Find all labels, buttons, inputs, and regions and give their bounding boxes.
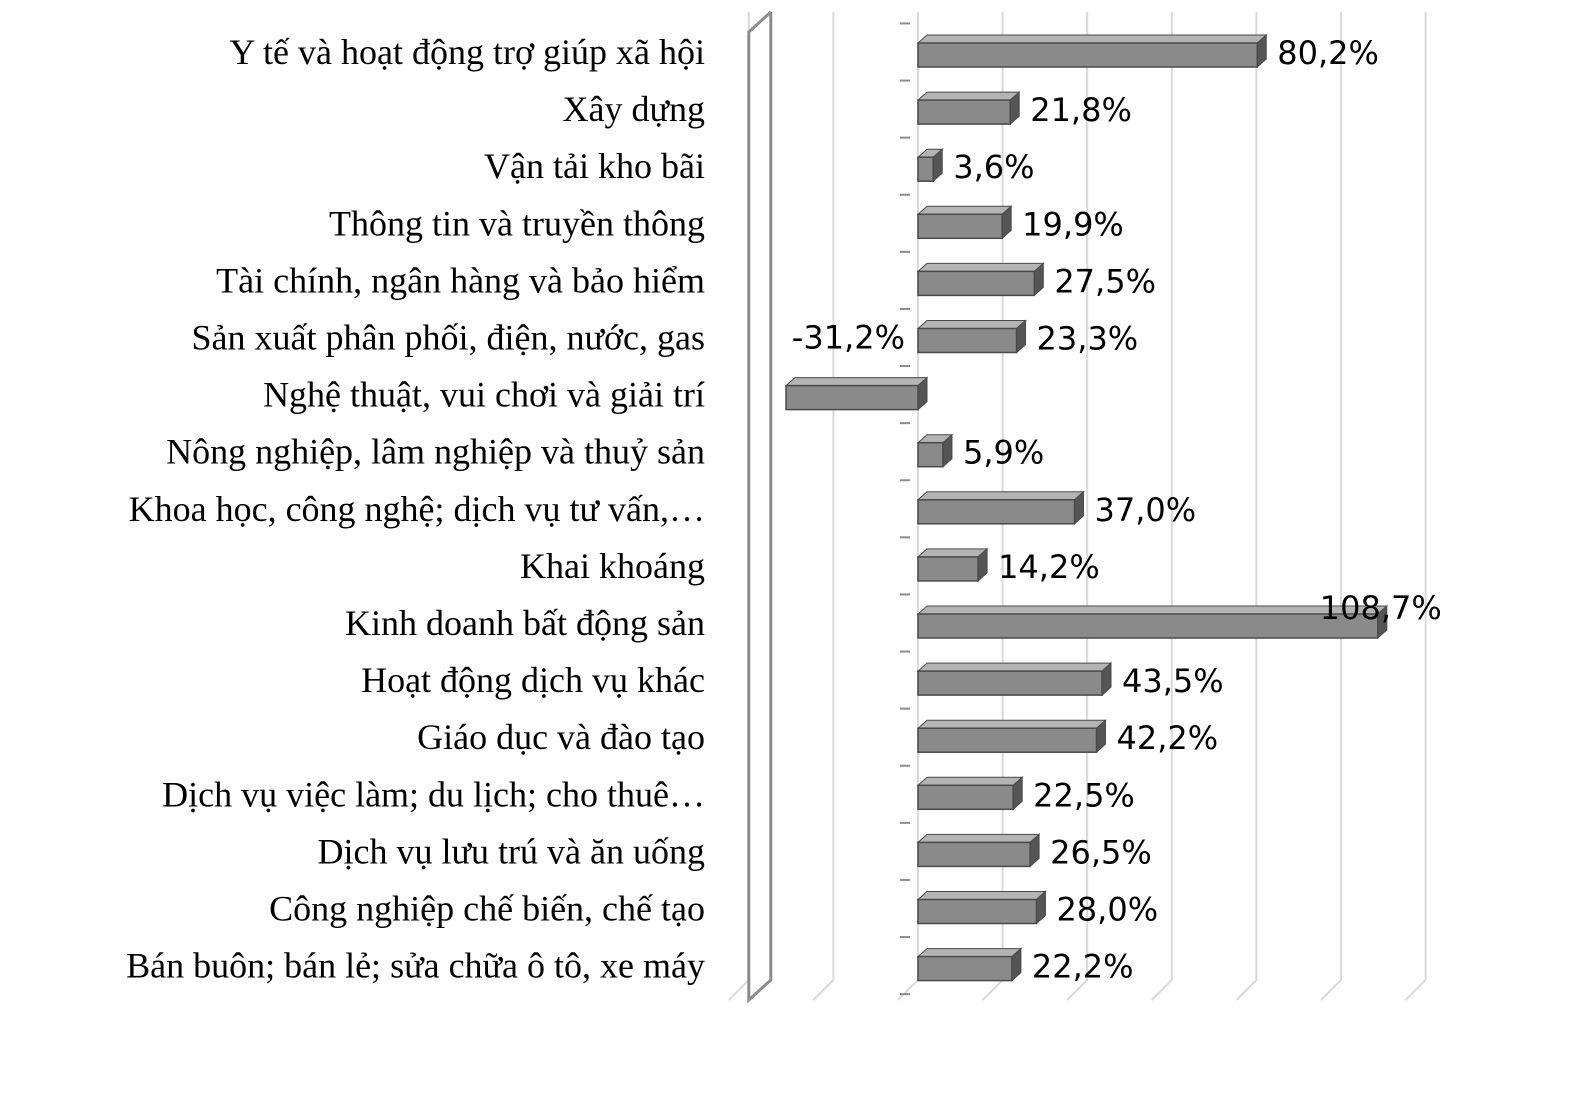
bar-group xyxy=(918,777,1022,809)
bar-group xyxy=(918,834,1039,866)
data-label: 3,6% xyxy=(953,148,1035,187)
bar-group xyxy=(918,949,1021,981)
bar-group xyxy=(918,35,1266,67)
data-label: 42,2% xyxy=(1116,719,1219,758)
category-label: Dịch vụ lưu trú và ăn uống xyxy=(317,831,705,872)
category-label: Khai khoáng xyxy=(520,545,705,586)
gridline xyxy=(898,12,918,1000)
bar xyxy=(918,785,1013,809)
bar-group xyxy=(918,206,1011,238)
data-label: 43,5% xyxy=(1122,662,1224,701)
bar-top xyxy=(918,720,1106,728)
category-label: Nông nghiệp, lâm nghiệp và thuỷ sản xyxy=(166,431,705,472)
category-label: Thông tin và truyền thông xyxy=(329,203,705,244)
category-label: Kinh doanh bất động sản xyxy=(345,603,705,643)
bar-group xyxy=(918,149,942,181)
bar xyxy=(918,728,1097,752)
bar-top xyxy=(918,949,1021,957)
category-label: Giáo dục và đào tạo xyxy=(417,717,705,758)
bar xyxy=(918,443,943,467)
gridline xyxy=(1236,12,1256,1000)
axis-wall xyxy=(749,12,771,1000)
bar-top xyxy=(918,606,1387,614)
data-label: 5,9% xyxy=(962,433,1045,472)
bar xyxy=(918,214,1002,238)
category-label: Y tế và hoạt động trợ giúp xã hội xyxy=(229,32,705,72)
category-label: Hoạt động dịch vụ khác xyxy=(361,660,705,701)
bar-group xyxy=(918,720,1106,752)
category-label: Khoa học, công nghệ; dịch vụ tư vấn,… xyxy=(128,488,705,529)
bar-top xyxy=(918,663,1111,671)
data-label: 80,2% xyxy=(1277,34,1379,72)
bar-top xyxy=(918,492,1084,500)
gridline xyxy=(729,12,749,1000)
category-axis-wall xyxy=(749,12,771,1000)
bar xyxy=(918,271,1034,295)
bar-top xyxy=(918,92,1019,100)
bar xyxy=(918,500,1075,524)
bar xyxy=(918,614,1378,638)
bar-top xyxy=(918,892,1045,900)
bar xyxy=(918,557,978,581)
category-label: Xây dựng xyxy=(562,89,705,130)
data-label: 27,5% xyxy=(1054,262,1156,301)
data-label: 108,7% xyxy=(1319,589,1442,627)
bar-group xyxy=(918,663,1111,695)
bar-group xyxy=(918,892,1045,924)
bar xyxy=(918,900,1036,924)
bar-top xyxy=(786,378,927,386)
bar-group xyxy=(918,492,1084,524)
category-label: Sản xuất phân phối, điện, nước, gas xyxy=(191,317,705,358)
data-label: 19,9% xyxy=(1022,205,1124,244)
data-label: 28,0% xyxy=(1056,890,1159,929)
gridline xyxy=(1406,12,1426,1000)
bar-group xyxy=(918,92,1019,124)
data-label: 14,2% xyxy=(998,547,1100,586)
bar-top xyxy=(918,35,1266,43)
bar-top xyxy=(918,549,987,557)
data-labels xyxy=(792,34,1442,986)
category-label: Bán buôn; bán lẻ; sửa chữa ô tô, xe máy xyxy=(126,945,705,986)
bar xyxy=(918,842,1030,866)
data-label: 21,8% xyxy=(1030,91,1132,130)
category-label: Dịch vụ việc làm; du lịch; cho thuê… xyxy=(162,774,705,815)
data-label: 23,3% xyxy=(1036,319,1139,358)
category-labels xyxy=(126,32,705,986)
bar-group xyxy=(918,435,952,467)
bar-top xyxy=(918,777,1022,785)
bar-group xyxy=(918,321,1026,353)
category-ticks xyxy=(900,23,910,994)
bar-top xyxy=(918,321,1026,329)
data-label: 37,0% xyxy=(1094,490,1197,529)
gridline xyxy=(1321,12,1341,1000)
bar xyxy=(918,329,1017,353)
bar-top xyxy=(918,206,1011,214)
bar xyxy=(918,957,1012,981)
category-label: Tài chính, ngân hàng và bảo hiểm xyxy=(216,260,705,301)
bar xyxy=(918,100,1010,124)
data-label: 22,2% xyxy=(1031,947,1134,986)
category-label: Vận tải kho bãi xyxy=(484,146,705,187)
bar-top xyxy=(918,834,1039,842)
bar-group xyxy=(918,263,1043,295)
data-label: -31,2% xyxy=(791,318,905,357)
bar xyxy=(918,43,1257,67)
data-label: 22,5% xyxy=(1033,776,1135,815)
bar xyxy=(918,157,933,181)
bar-group xyxy=(918,606,1387,638)
bar-group xyxy=(786,378,927,410)
bar-top xyxy=(918,263,1043,271)
bar xyxy=(918,671,1102,695)
data-label: 26,5% xyxy=(1050,833,1152,872)
gridline xyxy=(813,12,833,1000)
bar-group xyxy=(918,549,987,581)
category-label: Nghệ thuật, vui chơi và giải trí xyxy=(263,374,705,415)
bar xyxy=(786,386,918,410)
category-label: Công nghiệp chế biến, chế tạo xyxy=(269,888,705,929)
